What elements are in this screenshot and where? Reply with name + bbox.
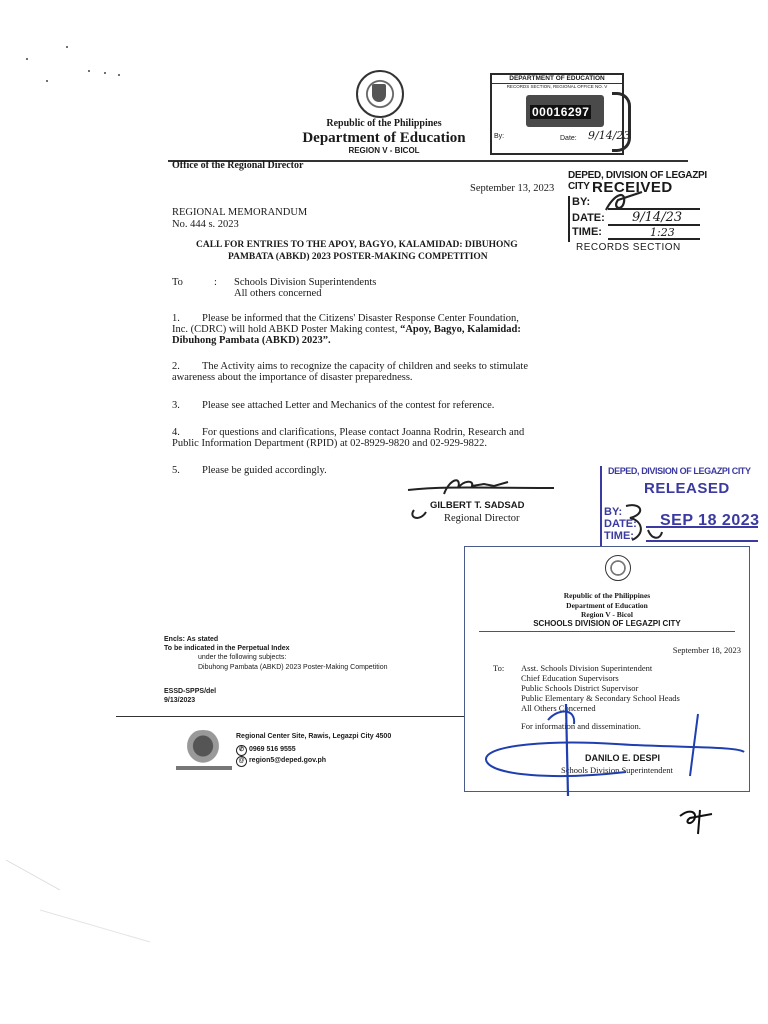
ind-recipient: All Others Concerned [521,703,596,713]
footer-phone-row [236,745,296,756]
records-stamp-by: By: [494,133,505,140]
released-label: RELEASED [644,480,730,497]
released-by: BY: [604,506,623,518]
ind-region: Region V - Bicol [580,610,634,619]
ind-department: Department of Education [566,601,648,610]
reference-code: ESSD-SPPS/del [164,688,217,695]
p1-number: 1. [172,313,180,324]
header-republic: Republic of the Philippines [326,118,442,129]
to-colon: : [214,277,217,288]
records-stamp-dept: DEPARTMENT OF EDUCATION [492,75,622,84]
encls: Encls: As stated [164,636,219,643]
records-stamp-number: 00016297 [532,105,590,119]
p2-line2: awareness about the importance of disaster preparedness. [172,372,413,383]
reference-date: 9/13/2023 [164,697,196,704]
scan-artifact [0,830,180,950]
indexed-note: To be indicated in the Perpetual Index [164,645,290,652]
memo-type: REGIONAL MEMORANDUM [172,207,308,218]
header-region: REGION V - BICOL [348,146,420,155]
p3-line1: Please see attached Letter and Mechanics of the contest for reference. [202,400,495,411]
scan-speck [88,70,90,72]
footer-rule [116,716,464,717]
p5-line1: Please be guided accordingly. [202,465,327,476]
released-date-label: DATE: [604,518,637,530]
p1-line1: Please be informed that the Citizens' Disaster Response Center Foundation, [202,313,519,324]
region-logo-icon [180,730,226,770]
received-label: RECEIVED [592,179,673,196]
released-initials [612,500,672,550]
ind-recipient: Asst. Schools Division Superintendent [521,663,653,673]
index-subject: Dibuhong Pambata (ABKD) 2023 Poster-Making Competition [198,664,388,671]
office-name: Office of the Regional Director [172,160,304,171]
ind-recipient: Public Schools District Supervisor [521,683,639,693]
ind-signatory-title: Schools Division Superintendent [561,765,673,775]
received-date-label: DATE: [572,212,605,224]
ind-recipient: Chief Education Supervisors [521,673,619,683]
p1-line2-text: Inc. (CDRC) will hold ABKD Poster Making contest, [172,324,401,335]
footer-email[interactable]: region5@deped.gov.ph [248,757,327,764]
index-subjects-label: under the following subjects: [198,654,287,661]
records-stamp-section: RECORDS SECTION, REGIONAL OFFICE NO. V [506,84,608,89]
memo-title-line2: PAMBATA (ABKD) 2023 POSTER-MAKING COMPETITION [228,252,488,262]
memo-title-line1: CALL FOR ENTRIES TO THE APOY, BAGYO, KALAMIDAD: DIBUHONG [196,240,518,250]
p3-number: 3. [172,400,180,411]
scan-speck [66,46,68,48]
ind-republic: Republic of the Philippines [563,591,651,600]
received-time-label: TIME: [572,226,602,238]
received-office: DEPED, DIVISION OF LEGAZPI CITY [568,170,707,192]
stamp-mark [612,92,631,152]
p2-line1: The Activity aims to recognize the capacity of children and seeks to stimulate [202,361,528,372]
scan-speck [26,58,28,60]
sds-signature [476,700,752,800]
received-by: BY: [572,196,591,208]
received-date: 9/14/23 [632,210,683,225]
p1-contest-name: “Apoy, Bagyo, Kalamidad: [400,324,521,335]
phone-icon: ✆ [236,745,247,756]
email-icon: @ [236,756,247,767]
received-section: RECORDS SECTION [576,242,681,253]
p4-number: 4. [172,427,180,438]
released-office: DEPED, DIVISION OF LEGAZPI CITY [608,466,751,476]
p1-line3: Dibuhong Pambata (ABKD) 2023”. [172,335,331,346]
header-department: Department of Education [302,130,466,146]
footer-email-row [236,756,326,767]
records-stamp-date-label: Date: [560,135,577,142]
ind-date: September 18, 2023 [672,645,741,655]
p4-line1: For questions and clarifications, Please contact Joanna Rodrin, Research and [202,427,525,438]
deped-seal-icon [605,555,631,581]
ind-signatory-name: DANILO E. DESPI [585,753,661,763]
p2-number: 2. [172,361,180,372]
signatory-title: Regional Director [444,513,520,524]
memo-date: September 13, 2023 [470,183,555,194]
deped-seal-icon [356,70,404,118]
ind-note: For information and dissemination. [521,721,641,731]
signatory-name: GILBERT T. SADSAD [430,500,525,511]
logo-ribbon [176,766,232,770]
to-line1: Schools Division Superintendents [234,277,377,288]
footer-address: Regional Center Site, Rawis, Legazpi City 4500 [236,733,392,740]
p5-number: 5. [172,465,180,476]
footer-phone[interactable]: 0969 516 9555 [248,746,296,753]
ind-recipient: Public Elementary & Secondary School Heads [521,693,680,703]
scan-speck [118,74,120,76]
released-time-label: TIME: [604,530,634,542]
scan-speck [104,72,106,74]
records-stamp [490,73,631,155]
records-stamp-date: 9/14/23 [588,129,631,142]
p4-line2: Public Information Department (RPID) at 02-8929-9820 and 02-929-9822. [172,438,487,449]
received-initials [600,188,650,218]
page-mark [676,804,716,838]
released-date: SEP 18 2023 [660,512,760,529]
ind-to-label: To: [493,663,505,673]
ind-division: SCHOOLS DIVISION OF LEGAZPI CITY [533,619,681,628]
scan-speck [46,80,48,82]
received-time: 1:23 [650,226,675,239]
to-line2: All others concerned [234,288,322,299]
to-label: To [172,277,183,288]
memo-number: No. 444 s. 2023 [172,219,239,230]
